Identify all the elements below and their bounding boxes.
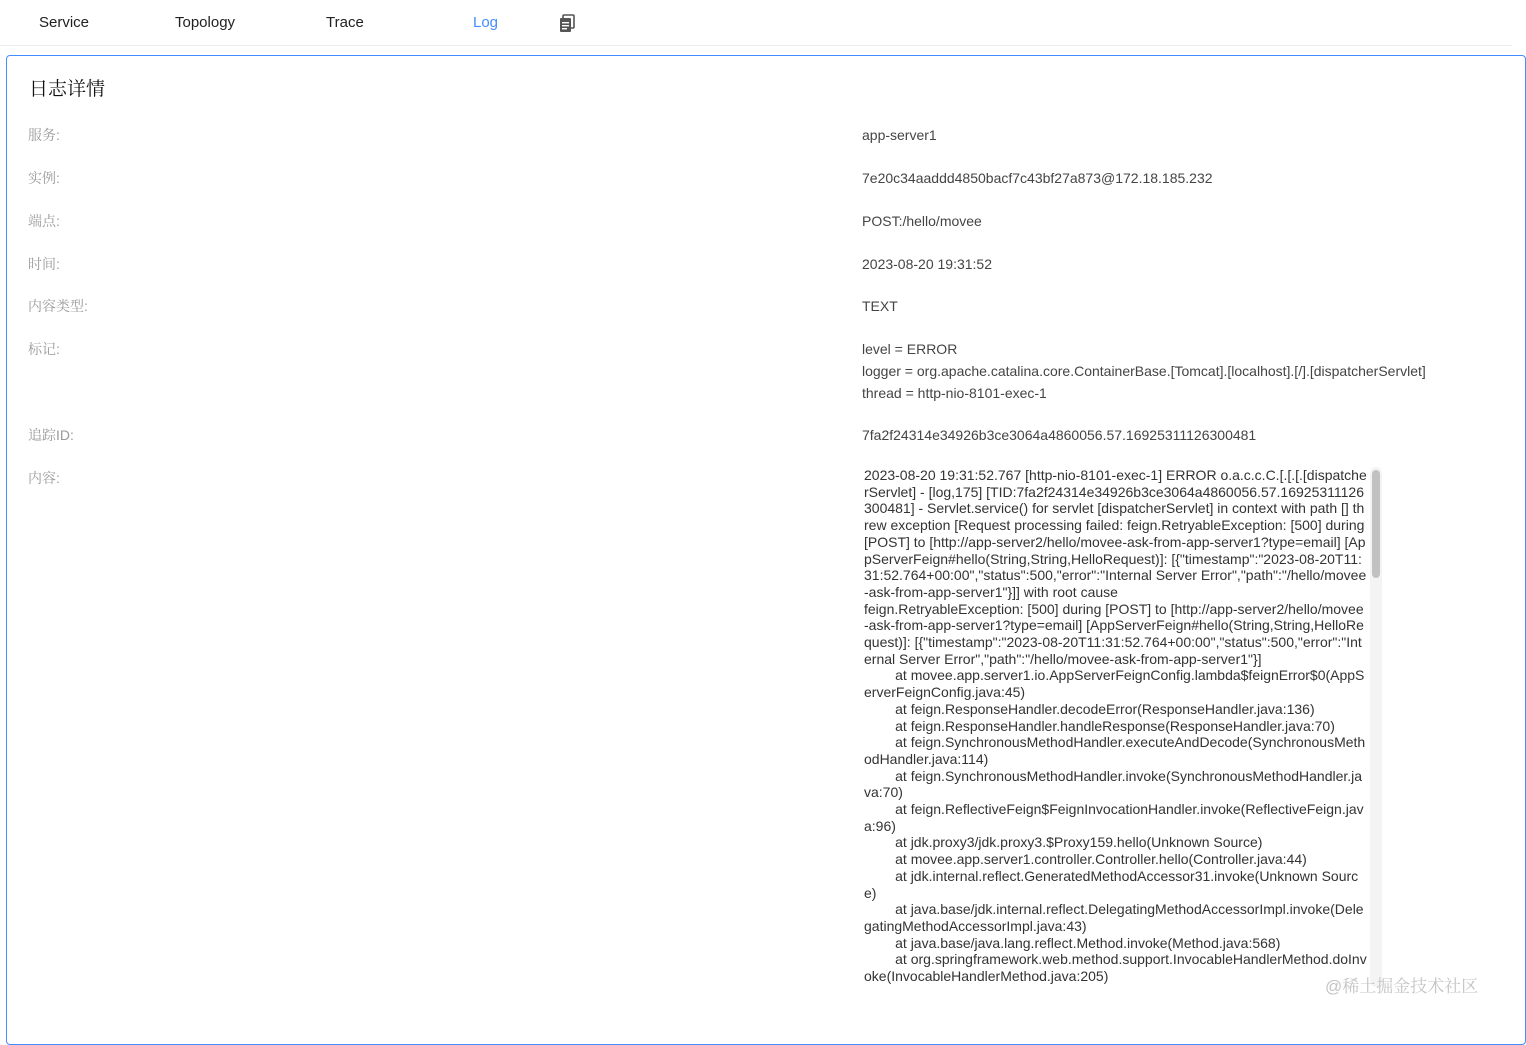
endpoint-label: 端点: [28,213,60,229]
tab-trace[interactable]: Trace [326,14,364,31]
tag-item: thread = http-nio-8101-exec-1 [862,385,1047,401]
instance-value: 7e20c34aaddd4850bacf7c43bf27a873@172.18.185.232 [862,170,1213,186]
content-type-label: 内容类型: [28,298,88,314]
top-tab-bar [0,0,1512,46]
panel-title: 日志详情 [29,79,106,100]
service-value: app-server1 [862,127,937,143]
service-label: 服务: [28,127,60,143]
content-type-value: TEXT [862,298,898,314]
tag-item: level = ERROR [862,341,958,357]
tags-label: 标记: [28,341,60,357]
time-value: 2023-08-20 19:31:52 [862,256,992,272]
endpoint-value: POST:/hello/movee [862,213,982,229]
watermark: @稀土掘金技术社区 [1325,977,1479,996]
tab-service[interactable]: Service [39,14,90,31]
trace-id-label: 追踪ID: [28,427,74,443]
tags-list [862,338,1426,404]
tab-log[interactable]: Log [473,14,499,31]
time-label: 时间: [28,256,60,272]
log-content-text[interactable]: 2023-08-20 19:31:52.767 [http-nio-8101-exec-1] ERROR o.a.c.c.C.[.[.[.[dispatcherServlet] - [log,175] [TID:7fa2f24314e34926b3ce3064a4860056.57.16925311126300481] - Servlet.service() for servlet [dispatcherServlet] in context with path [] threw exception [Request processing failed: feign.RetryableException: [500] during [POST] to [http://app-server2/hello/movee-ask-from-app-server1?type=email] [AppServerFeign#hello(String,String,HelloRequest)]: [{"timestamp":"2023-08-20T11:31:52.764+00:00","status":500,"error":"Internal Server Error","path":"/hello/movee-ask-from-app-server1"}]] with root cause feign.RetryableException: [500] during [POST] to [http://app-server2/hello/movee-ask-from-app-server1?type=email] [AppServerFeign#hello(String,String,HelloRequest)]: [{"timestamp":"2023-08-20T11:31:52.764+00:00","status":500,"error":"Internal Server Error","path":"/hello/movee-ask-from-app-server1"}] at movee.app.server1.io.AppServerFeignConfig.lambda$feignError$0(AppServerFeignConfig.java:45) at feign.ResponseHandler.decodeError(ResponseHandler.java:136) at feign.ResponseHandler.handleResponse(ResponseHandler.java:70) at feign.SynchronousMethodHandler.executeAndDecode(SynchronousMethodHandler.java:114) at feign.SynchronousMethodHandler.invoke(SynchronousMethodHandler.java:70) at feign.ReflectiveFeign$FeignInvocationHandler.invoke(ReflectiveFeign.java:96) at jdk.proxy3/jdk.proxy3.$Proxy159.hello(Unknown Source) at movee.app.server1.controller.Controller.hello(Controller.java:44) at jdk.internal.reflect.GeneratedMethodAccessor31.invoke(Unknown Source) at java.base/jdk.internal.reflect.DelegatingMethodAccessorImpl.invoke(DelegatingMethodAccessorImpl.java:43) at java.base/java.lang.reflect.Method.invoke(Method.java:568) at org.springframework.web.method.support.InvocableHandlerMethod.doInvoke(InvocableHandlerMethod.java:205) [864,467,1367,985]
content-scrollbar-thumb[interactable] [1372,470,1380,578]
trace-id-value: 7fa2f24314e34926b3ce3064a4860056.57.16925311126300481 [862,427,1257,443]
instance-label: 实例: [28,170,60,186]
tag-item: logger = org.apache.catalina.core.ContainerBase.[Tomcat].[localhost].[/].[dispatcherServlet] [862,363,1426,379]
document-copy-icon[interactable] [559,14,576,33]
tab-topology[interactable]: Topology [175,14,236,31]
content-label: 内容: [28,470,60,486]
